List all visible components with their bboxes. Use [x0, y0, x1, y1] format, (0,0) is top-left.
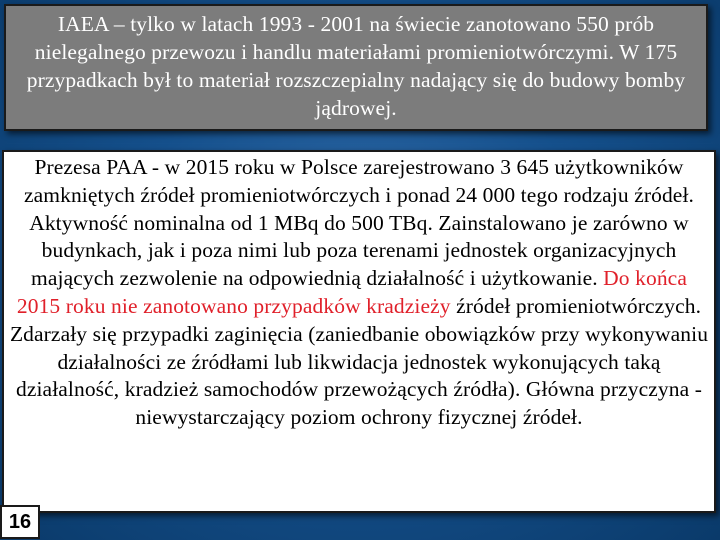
page-number: 16 [0, 505, 40, 539]
header-text: IAEA – tylko w latach 1993 - 2001 na świecie zanotowano 550 prób nielegalnego przewozu i handlu materiałami promieniotwórczymi. W 175 przypadkach był to materiał rozszczepialny nadający się do budowy bomby jądrowej. [26, 12, 686, 120]
body-text-highlight: Do końca 2015 roku nie zanotowano przypadków kradzieży [16, 266, 687, 318]
body-text-part2: źródeł promieniotwórczych. Zdarzały się przypadki zaginięcia (zaniedbanie obowiązków przy wykonywaniu działalności ze źródłami lub likwidacja jednostek wykonujących taką działalność, kradzież samochodów przewożących źródła). Główna przyczyna - niewystarczający poziom ochrony fizycznej źródeł. [9, 293, 709, 430]
body-text-box [2, 150, 716, 513]
header-text-box [4, 4, 708, 131]
body-text-part1: Prezesa PAA - w 2015 roku w Polsce zarejestrowano 3 645 użytkowników zamkniętych źródeł promieniotwórczych i ponad 24 000 tego rodzaju źródeł. Aktywność nominalna od 1 MBq do 500 TBq. Zainstalowano je zarówno w budynkach, jak i poza nimi lub poza terenami jednostek organizacyjnych mających zezwolenie na odpowiednią działalność i użytkowanie. [24, 155, 694, 291]
